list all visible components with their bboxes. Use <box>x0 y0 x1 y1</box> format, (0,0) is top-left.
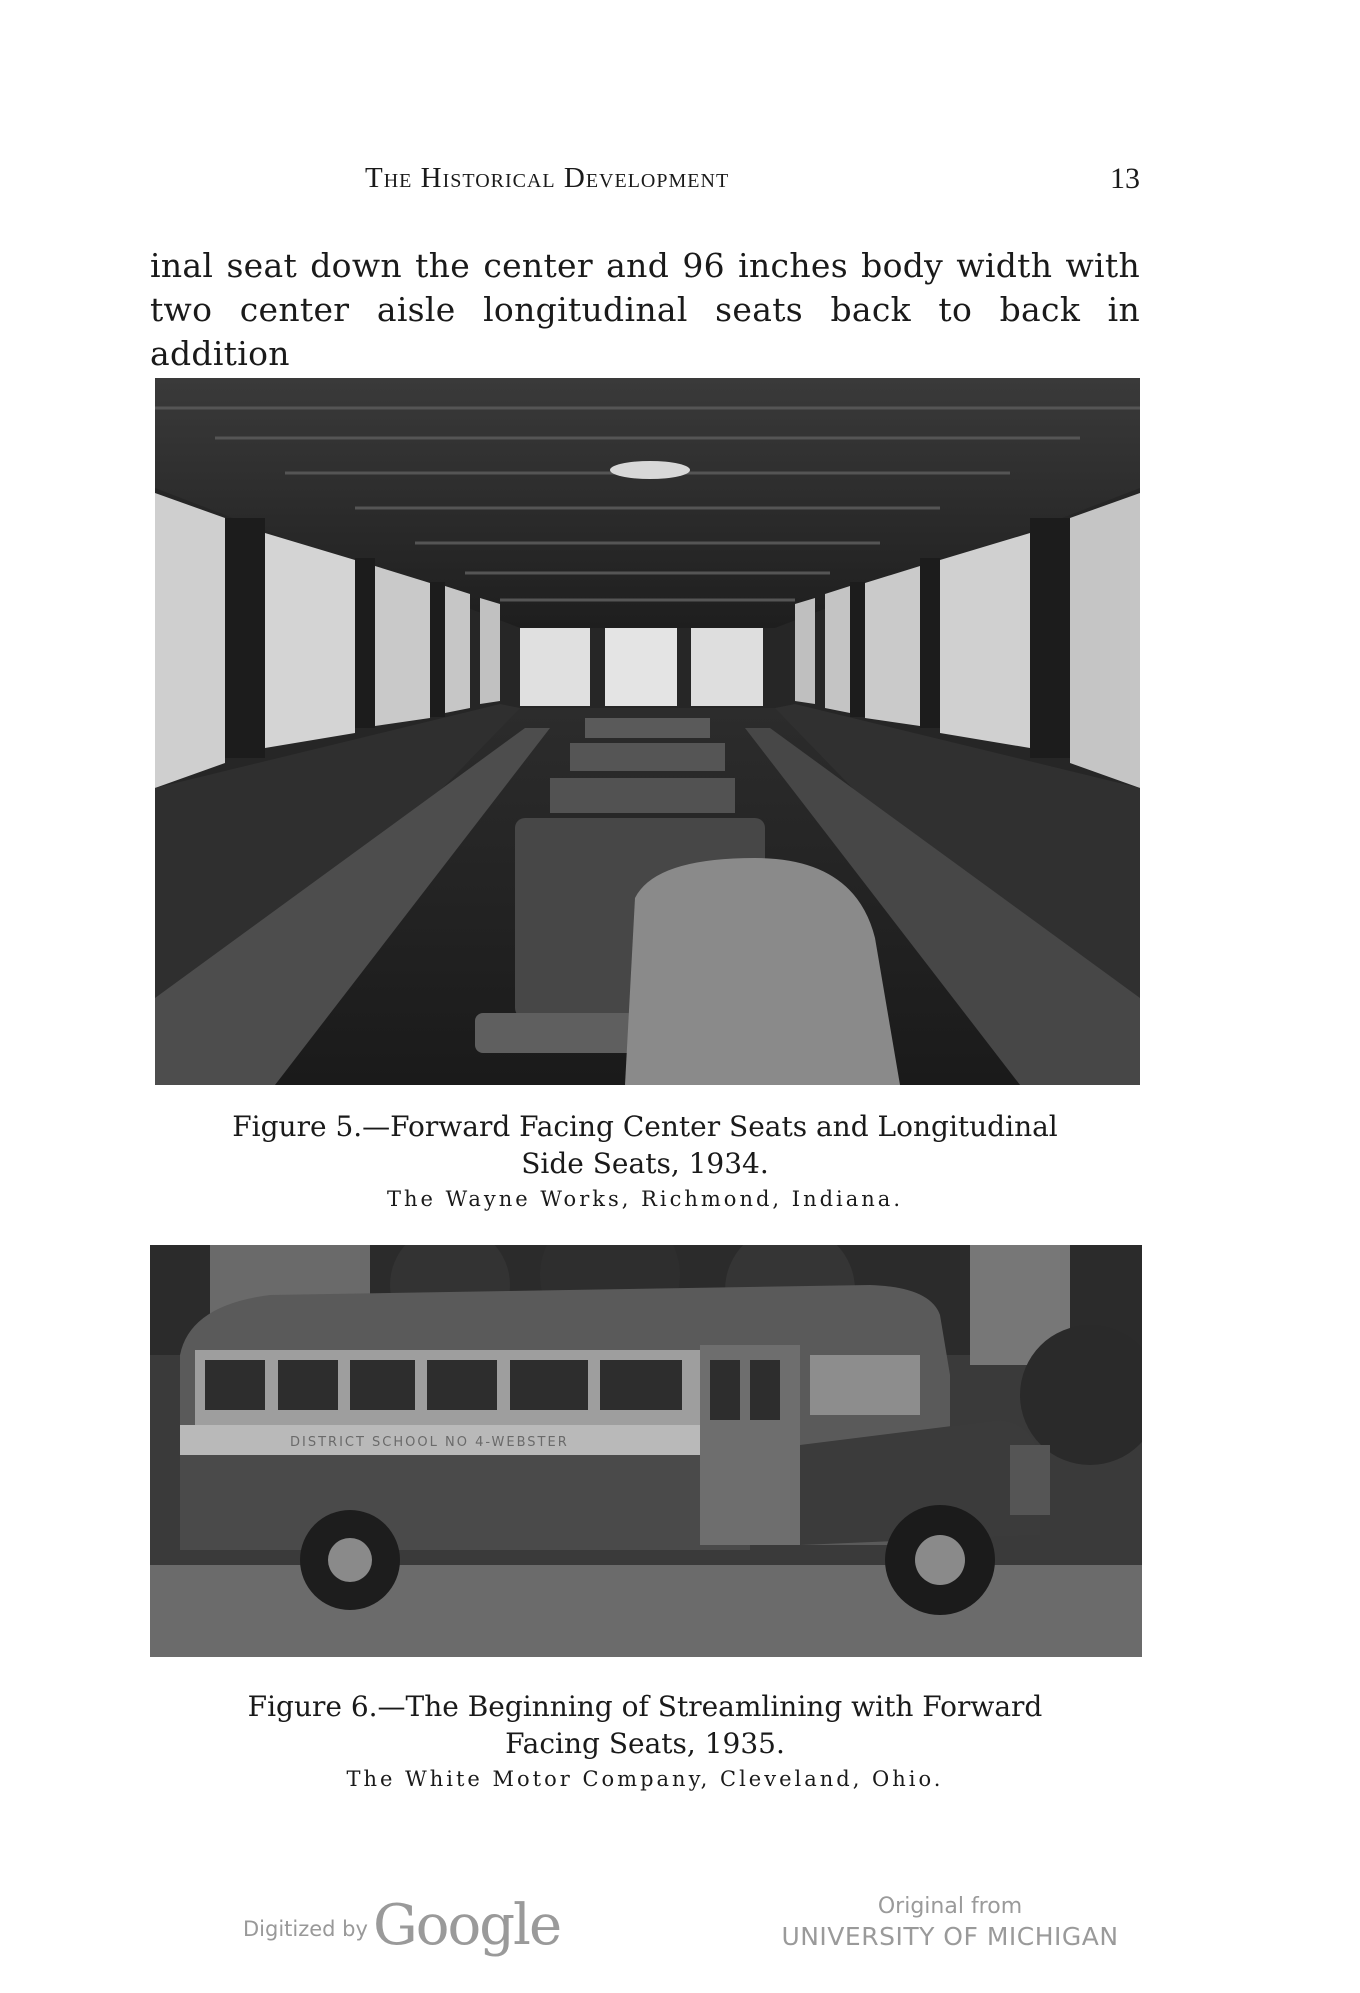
running-title: The Historical Development <box>365 162 730 194</box>
figure-5-caption-line2: Side Seats, 1934. <box>521 1147 769 1180</box>
figure-6-credit: The White Motor Company, Cleveland, Ohio. <box>346 1767 944 1791</box>
digitized-by-label: Digitized by <box>243 1917 368 1941</box>
figure-6-caption <box>150 1688 1140 1794</box>
bus-interior-photo <box>155 378 1140 1085</box>
google-logo: Google <box>373 1893 561 1958</box>
original-from-label: Original from <box>877 1894 1023 1919</box>
body-line: two center aisle longitudinal seats back to back in addition <box>150 290 1140 373</box>
school-bus-illustration <box>150 1245 1142 1657</box>
bus-lettering: DISTRICT SCHOOL NO 4-WEBSTER <box>290 1435 569 1450</box>
bus-interior-illustration <box>155 378 1140 1085</box>
figure-5-caption <box>150 1108 1140 1214</box>
figure-6-caption-line1: Figure 6.—The Beginning of Streamlining with Forward <box>247 1690 1043 1723</box>
page-number: 13 <box>1110 162 1140 195</box>
body-line: inal seat down the center and 96 inches body width with <box>150 246 1140 285</box>
running-header <box>150 162 1140 202</box>
original-source <box>780 1893 1120 1953</box>
school-bus-photo <box>150 1245 1142 1657</box>
institution-name: UNIVERSITY OF MICHIGAN <box>781 1922 1119 1951</box>
figure-6-caption-line2: Facing Seats, 1935. <box>505 1727 785 1760</box>
digitized-by-google <box>243 1893 561 1958</box>
figure-5-caption-line1: Figure 5.—Forward Facing Center Seats and Longitudinal <box>232 1110 1058 1143</box>
figure-5-credit: The Wayne Works, Richmond, Indiana. <box>386 1187 903 1211</box>
body-paragraph <box>150 244 1140 376</box>
